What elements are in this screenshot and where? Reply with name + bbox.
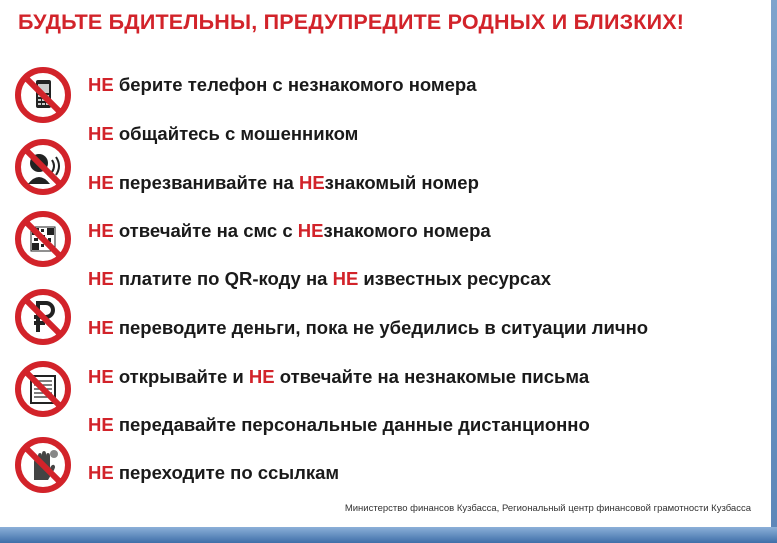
rule-text: открывайте и (113, 366, 249, 387)
rule-item (88, 317, 648, 339)
rule-text: переходите по ссылкам (113, 462, 340, 483)
rule-prefix: НЕ (88, 462, 114, 483)
rule-prefix: НЕ (88, 220, 114, 241)
hand-stop-prohibited-icon (14, 436, 72, 494)
rule-item (88, 172, 479, 194)
rule-tail: знакомого номера (323, 220, 491, 241)
window-frame-right (771, 0, 777, 543)
rule-highlight: НЕ (297, 220, 324, 241)
rule-text: общайтесь с мошенником (113, 123, 359, 144)
rule-prefix: НЕ (88, 74, 114, 95)
footer-credit: Министерство финансов Кузбасса, Региональный центр финансовой грамотности Кузбасса (344, 503, 751, 514)
caller-prohibited-icon (14, 138, 72, 196)
rule-text: перезванивайте на (113, 172, 299, 193)
rule-item (88, 268, 551, 290)
qr-code-prohibited-icon (14, 210, 72, 268)
rule-text: платите по QR-коду на (113, 268, 333, 289)
ruble-prohibited-icon (14, 288, 72, 346)
rule-text: переводите деньги, пока не убедились в ситуации лично (113, 317, 649, 338)
rule-text: отвечайте на смс с (113, 220, 298, 241)
rule-prefix: НЕ (88, 172, 114, 193)
rule-item (88, 123, 358, 145)
rule-prefix: НЕ (88, 123, 114, 144)
rule-item (88, 74, 477, 96)
rule-text: передавайте персональные данные дистанционно (113, 414, 590, 435)
rule-item (88, 462, 339, 484)
rule-tail: известных ресурсах (358, 268, 551, 289)
rule-text: берите телефон с незнакомого номера (113, 74, 477, 95)
rule-tail: знакомый номер (324, 172, 479, 193)
poster-title: БУДЬТЕ БДИТЕЛЬНЫ, ПРЕДУПРЕДИТЕ РОДНЫХ И БЛИЗКИХ! (18, 10, 685, 34)
phone-prohibited-icon (14, 66, 72, 124)
rule-highlight: НЕ (248, 366, 275, 387)
rule-prefix: НЕ (88, 317, 114, 338)
rule-highlight: НЕ (298, 172, 325, 193)
rule-item (88, 366, 589, 388)
rule-prefix: НЕ (88, 268, 114, 289)
rule-prefix: НЕ (88, 366, 114, 387)
window-frame-bottom (0, 527, 777, 543)
rule-prefix: НЕ (88, 414, 114, 435)
rule-highlight: НЕ (332, 268, 359, 289)
rule-item (88, 414, 590, 436)
letter-prohibited-icon (14, 360, 72, 418)
rule-item (88, 220, 491, 242)
rule-tail: отвечайте на незнакомые письма (274, 366, 590, 387)
